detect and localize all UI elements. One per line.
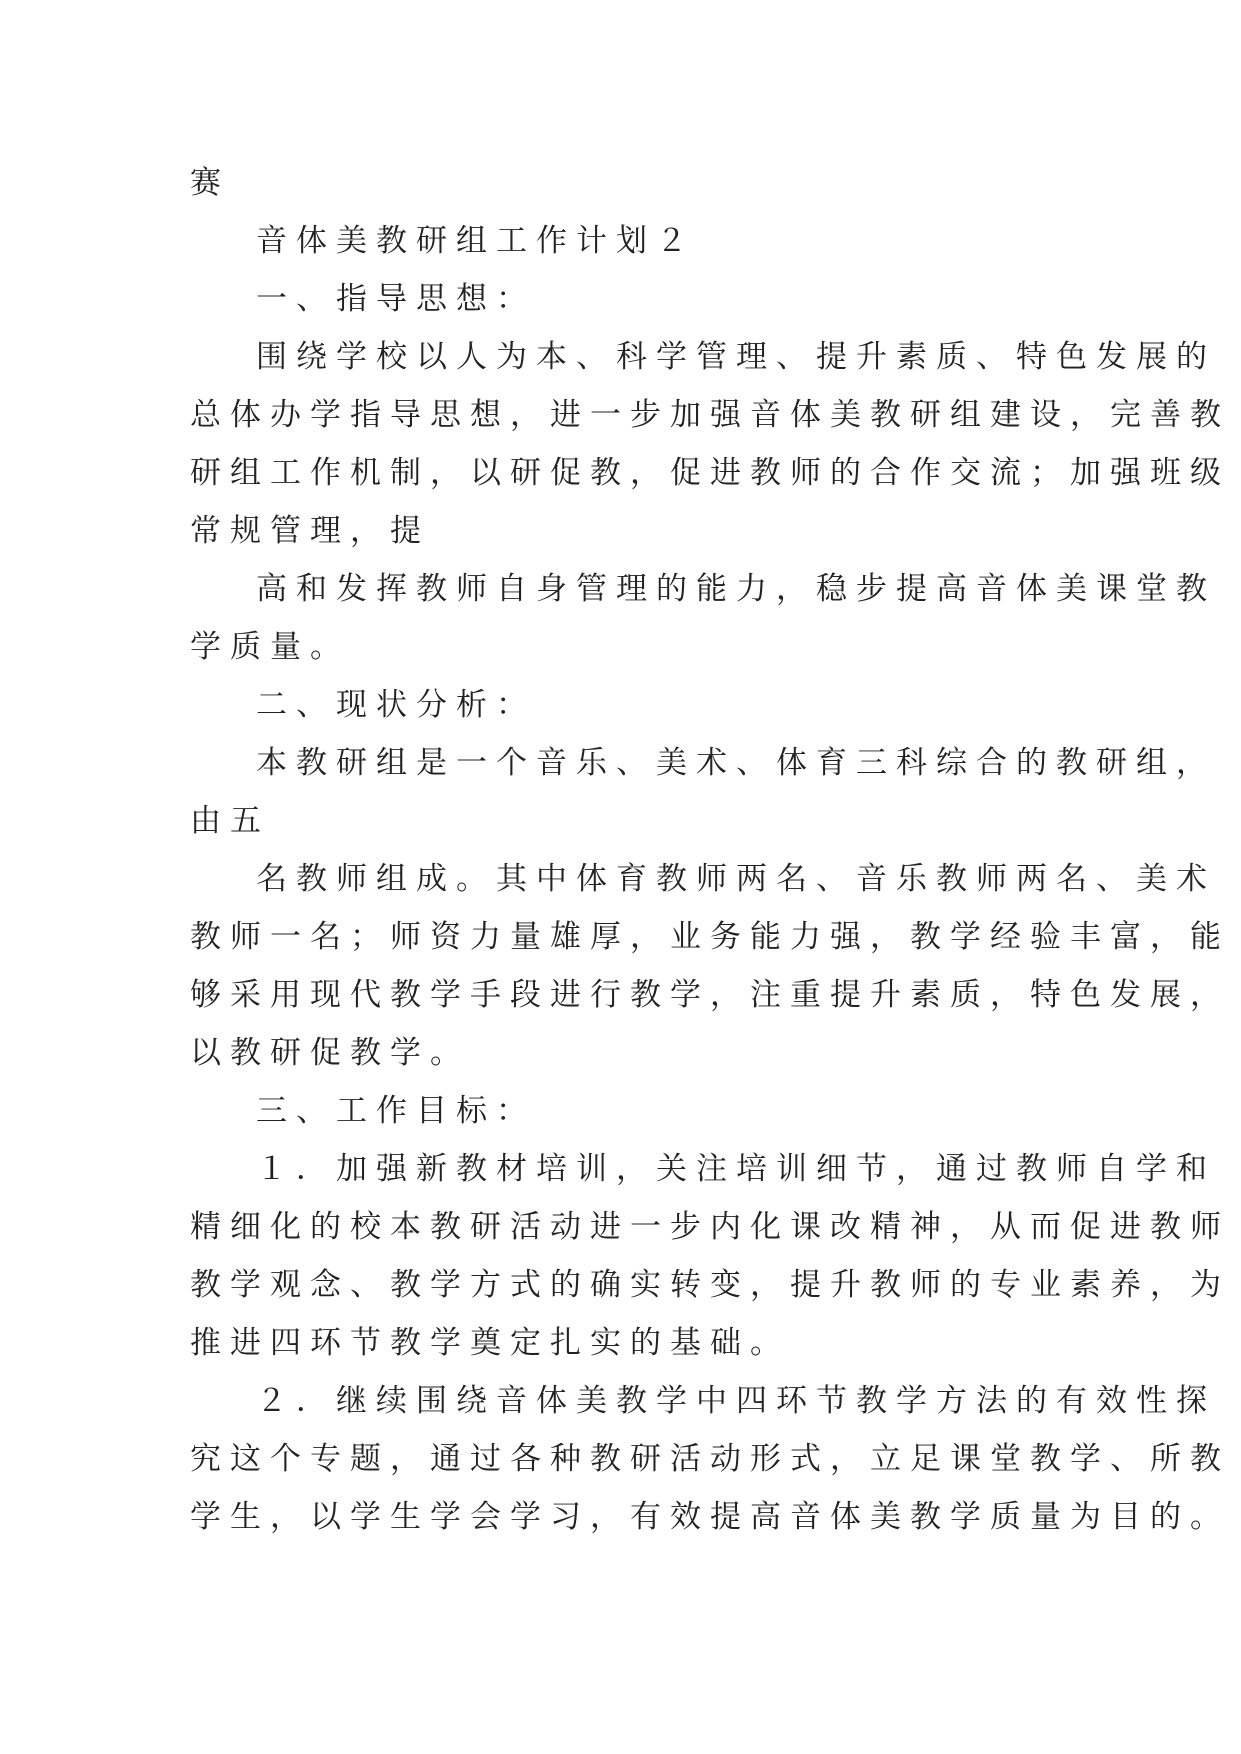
section-heading: 二、现状分析： [256,687,536,723]
text-line: 学生，以学生学会学习，有效提高音体美教学质量为目的。 [190,1499,1230,1535]
text-line: 教学观念、教学方式的确实转变，提升教师的专业素养，为 [190,1267,1230,1303]
text-line: 由五 [190,803,270,839]
text-line: 高和发挥教师自身管理的能力，稳步提高音体美课堂教 [256,571,1216,607]
section-heading: 一、指导思想： [256,281,536,317]
document-title: 音体美教研组工作计划２ [256,223,696,259]
text-line: 赛 [190,165,230,201]
text-line: 推进四环节教学奠定扎实的基础。 [190,1325,790,1361]
text-line: 精细化的校本教研活动进一步内化课改精神，从而促进教师 [190,1209,1230,1245]
text-line: 以教研促教学。 [190,1035,470,1071]
section-heading: 三、工作目标： [256,1093,536,1129]
text-line: 究这个专题，通过各种教研活动形式，立足课堂教学、所教 [190,1441,1230,1477]
text-line: 研组工作机制，以研促教，促进教师的合作交流；加强班级 [190,455,1230,491]
text-line: 常规管理，提 [190,513,430,549]
text-line: １．加强新教材培训，关注培训细节，通过教师自学和 [256,1151,1216,1187]
text-line: 围绕学校以人为本、科学管理、提升素质、特色发展的 [256,339,1216,375]
text-line: 学质量。 [190,629,350,665]
text-line: 教师一名；师资力量雄厚，业务能力强，教学经验丰富，能 [190,919,1230,955]
text-line: ２．继续围绕音体美教学中四环节教学方法的有效性探 [256,1383,1216,1419]
text-line: 本教研组是一个音乐、美术、体育三科综合的教研组， [256,745,1216,781]
document-body [190,154,1230,1546]
text-line: 够采用现代教学手段进行教学，注重提升素质，特色发展， [190,977,1230,1013]
text-line: 名教师组成。其中体育教师两名、音乐教师两名、美术 [256,861,1216,897]
text-line: 总体办学指导思想，进一步加强音体美教研组建设，完善教 [190,397,1230,433]
